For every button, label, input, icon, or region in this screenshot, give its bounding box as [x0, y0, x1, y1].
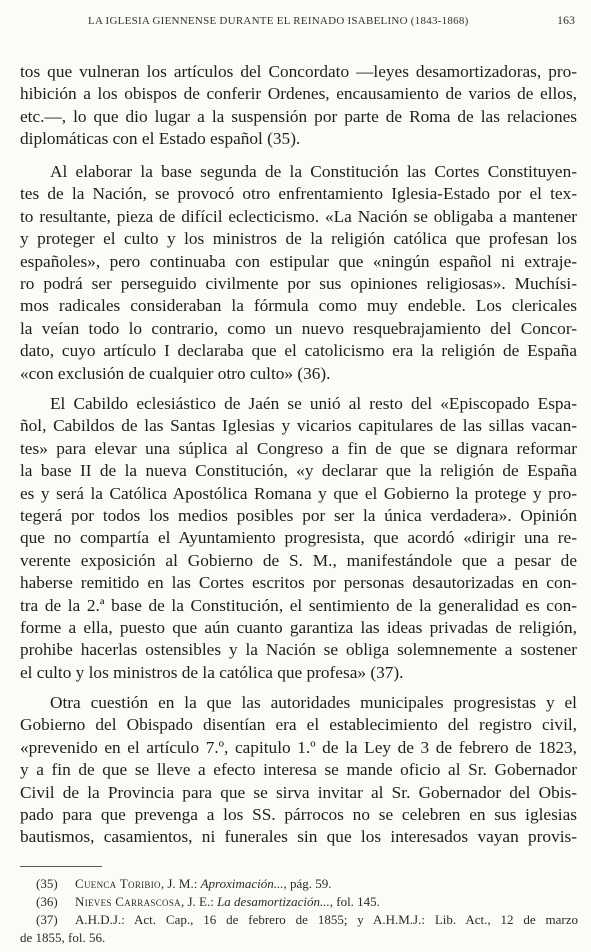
- body-line: que no compartía el Ayuntamiento progresista, que acordó «dirigir una re-: [20, 528, 577, 548]
- footnote-number: (36): [36, 894, 58, 909]
- body-line: Civil de la Provincia para que se sirva invitar al Sr. Gobernador del Obis-: [20, 782, 577, 802]
- footnote-number: (37): [36, 912, 58, 927]
- body-line: Al elaborar la base segunda de la Constitución las Cortes Constituyen-: [50, 162, 577, 181]
- footnote-title: La desamortización...: [217, 894, 330, 909]
- body-line: pado para que prevenga a los SS. párrocos no se celebren en sus iglesias: [20, 804, 577, 824]
- body-line: y a fin de que se lleve a efecto interesa se mande oficio al Sr. Gobernador: [20, 760, 577, 780]
- body-line: verente exposición al Gobierno de S. M., manifestándole que a pesar de: [20, 550, 577, 570]
- body-line: prohibe hacerlas ostensibles y la Nación se obliga solemnemente a sostener: [20, 640, 577, 660]
- body-line: hibición a los obispos de conferir Ordenes, encausamiento de varios de ellos,: [20, 84, 577, 104]
- body-line: ro podrá ser perseguido civilmente por sus opiniones religiosas». Muchísi-: [20, 273, 577, 293]
- body-line: tra de la 2.ª base de la Constitución, el sentimiento de la generalidad es con-: [20, 595, 577, 615]
- paragraph: [20, 61, 577, 151]
- body-line: diplomáticas con el Estado español (35).: [20, 129, 301, 149]
- paragraph: [20, 161, 577, 385]
- body-line: la base II de la nueva Constitución, «y declarar que la religión de España: [20, 461, 577, 481]
- footnote-title: Aproximación...: [200, 876, 284, 891]
- footnote-rule: [20, 866, 102, 867]
- body-line: Gobierno del Obispado disentían era el establecimiento del registro civil,: [20, 715, 577, 735]
- body-line: tos que vulneran los artículos del Concordato —leyes desamortizadoras, pro-: [20, 62, 577, 81]
- body-line: «prevenido en el artículo 7.º, capitulo 1.º de la Ley de 3 de febrero de 1823,: [20, 737, 577, 757]
- paragraph: [20, 393, 577, 684]
- body-line: forme a ella, puesto que aún cuanto garantiza las ideas privadas de religión,: [20, 617, 577, 637]
- body-line: es y será la Católica Apostólica Romana y que el Gobierno la protege y pro-: [20, 483, 577, 503]
- footnote-title-suffix: , fol. 145.: [329, 894, 380, 909]
- body-line: ñol, Cabildos de las Santas Iglesias y vicarios capitulares de las sillas vacan-: [20, 416, 577, 436]
- body-line: etc.—, lo que dio lugar a la suspensión por parte de Roma de las relaciones: [20, 106, 577, 126]
- footnote: [36, 875, 578, 893]
- running-header: LA IGLESIA GIENNENSE DURANTE EL REINADO ISABELINO (1843-1868): [88, 15, 469, 27]
- body-line: to resultante, pieza de difícil eclecticismo. «La Nación se obligaba a mantener: [20, 206, 577, 226]
- body-line: «con exclusión de cualquier otro culto» (36).: [20, 363, 331, 383]
- body-line: la veían todo lo contrario, como un nuevo resquebrajamiento del Concor-: [20, 318, 577, 338]
- body-line: bautismos, casamientos, ni funerales sin que los interesados vayan provis-: [20, 827, 577, 847]
- footnote-author: Nieves Carrascosa: [75, 894, 181, 909]
- footnote-title-suffix: , pág. 59.: [283, 876, 332, 891]
- body-line: dato, cuyo artículo I declaraba que el catolicismo era la religión de España: [20, 341, 577, 361]
- footnote-text: A.H.D.J.: Act. Cap., 16 de febrero de 1855; y A.H.M.J.: Lib. Act., 12 de marzo: [75, 912, 578, 927]
- body-line: y proteger el culto y los ministros de la religión católica que profesan los: [20, 229, 577, 249]
- footnote-author: Cuenca Toribio: [75, 876, 161, 891]
- paragraph: [20, 692, 577, 849]
- body-line: españoles», pero continuaba con estipular que «ningún español ni extraje-: [20, 251, 577, 271]
- footnote-number: (35): [36, 876, 58, 891]
- body-line: tes» para elevar una súplica al Congreso a fin de que se dignara reformar: [20, 438, 577, 458]
- body-line: haberse remitido en las Cortes escritos por personas desautorizadas en con-: [20, 573, 577, 593]
- footnote-author-suffix: , J. M.:: [160, 876, 201, 891]
- body-line: mos radicales consideraban la fórmula como muy endeble. Los clericales: [20, 296, 577, 316]
- body-line: El Cabildo eclesiástico de Jaén se unió al resto del «Episcopado Espa-: [50, 394, 577, 413]
- body-line: tegerá por todos los medios posibles por ser la única verdadera». Opinión: [20, 505, 577, 525]
- footnote-author-suffix: , J. E.:: [180, 894, 218, 909]
- body-line: Otra cuestión en la que las autoridades municipales progresistas y el: [50, 693, 577, 712]
- footnote-continuation: de 1855, fol. 56.: [20, 930, 106, 945]
- page-number: 163: [557, 13, 575, 27]
- footnote: [36, 893, 578, 911]
- body-line: tes de la Nación, se provocó otro enfrentamiento Iglesia-Estado por el tex-: [20, 184, 577, 204]
- footnote: [36, 911, 578, 929]
- body-line: el culto y los ministros de la católica que profesa» (37).: [20, 662, 404, 682]
